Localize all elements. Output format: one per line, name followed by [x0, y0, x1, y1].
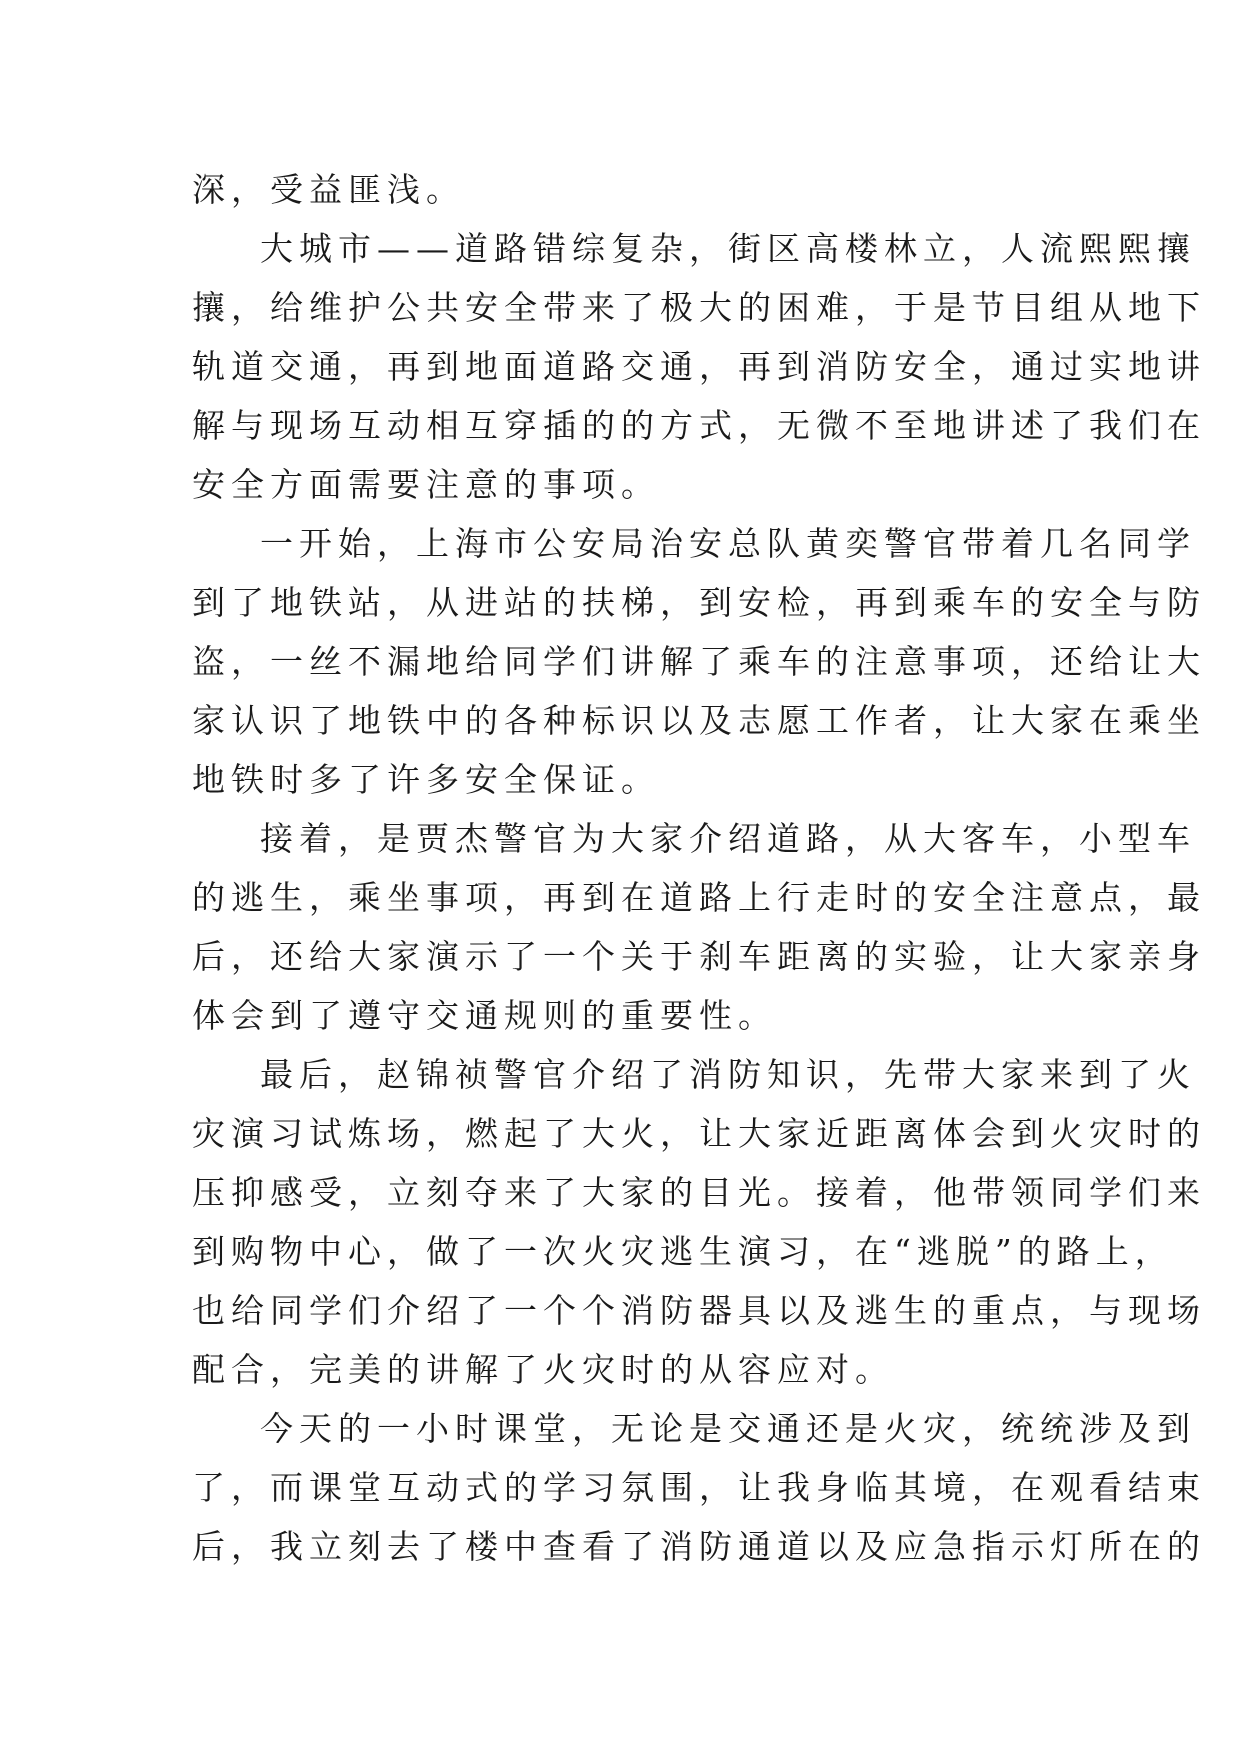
- text-line: 解与现场互动相互穿插的的方式，无微不至地讲述了我们在: [192, 406, 1206, 445]
- text-line: 到了地铁站，从进站的扶梯，到安检，再到乘车的安全与防: [192, 583, 1206, 622]
- text-line: 了，而课堂互动式的学习氛围，让我身临其境，在观看结束: [192, 1468, 1206, 1507]
- text-line: 一开始，上海市公安局治安总队黄奕警官带着几名同学: [260, 524, 1196, 563]
- text-line: 家认识了地铁中的各种标识以及志愿工作者，让大家在乘坐: [192, 701, 1206, 740]
- text-line: 深，受益匪浅。: [192, 170, 465, 209]
- text-line: 也给同学们介绍了一个个消防器具以及逃生的重点，与现场: [192, 1291, 1206, 1330]
- text-line: 今天的一小时课堂，无论是交通还是火灾，统统涉及到: [260, 1409, 1196, 1448]
- body-text: [192, 160, 1206, 1576]
- text-line: 最后，赵锦祯警官介绍了消防知识，先带大家来到了火: [260, 1055, 1196, 1094]
- text-line: 轨道交通，再到地面道路交通，再到消防安全，通过实地讲: [192, 347, 1206, 386]
- text-line: 的逃生，乘坐事项，再到在道路上行走时的安全注意点，最: [192, 878, 1206, 917]
- text-line: 后，我立刻去了楼中查看了消防通道以及应急指示灯所在的: [192, 1527, 1206, 1566]
- text-line: 安全方面需要注意的事项。: [192, 465, 660, 504]
- text-line: 到购物中心，做了一次火灾逃生演习，在“逃脱”的路上，: [192, 1232, 1174, 1271]
- text-line: 接着，是贾杰警官为大家介绍道路，从大客车，小型车: [260, 819, 1196, 858]
- text-line: 体会到了遵守交通规则的重要性。: [192, 996, 777, 1035]
- text-line: 盗，一丝不漏地给同学们讲解了乘车的注意事项，还给让大: [192, 642, 1206, 681]
- text-line: 后，还给大家演示了一个关于刹车距离的实验，让大家亲身: [192, 937, 1206, 976]
- text-line: 攘，给维护公共安全带来了极大的困难，于是节目组从地下: [192, 288, 1206, 327]
- text-line: 灾演习试炼场，燃起了大火，让大家近距离体会到火灾时的: [192, 1114, 1206, 1153]
- text-line: 配合，完美的讲解了火灾时的从容应对。: [192, 1350, 894, 1389]
- text-line: 地铁时多了许多安全保证。: [192, 760, 660, 799]
- text-line: 压抑感受，立刻夺来了大家的目光。接着，他带领同学们来: [192, 1173, 1206, 1212]
- text-line: 大城市——道路错综复杂，街区高楼林立，人流熙熙攘: [260, 229, 1196, 268]
